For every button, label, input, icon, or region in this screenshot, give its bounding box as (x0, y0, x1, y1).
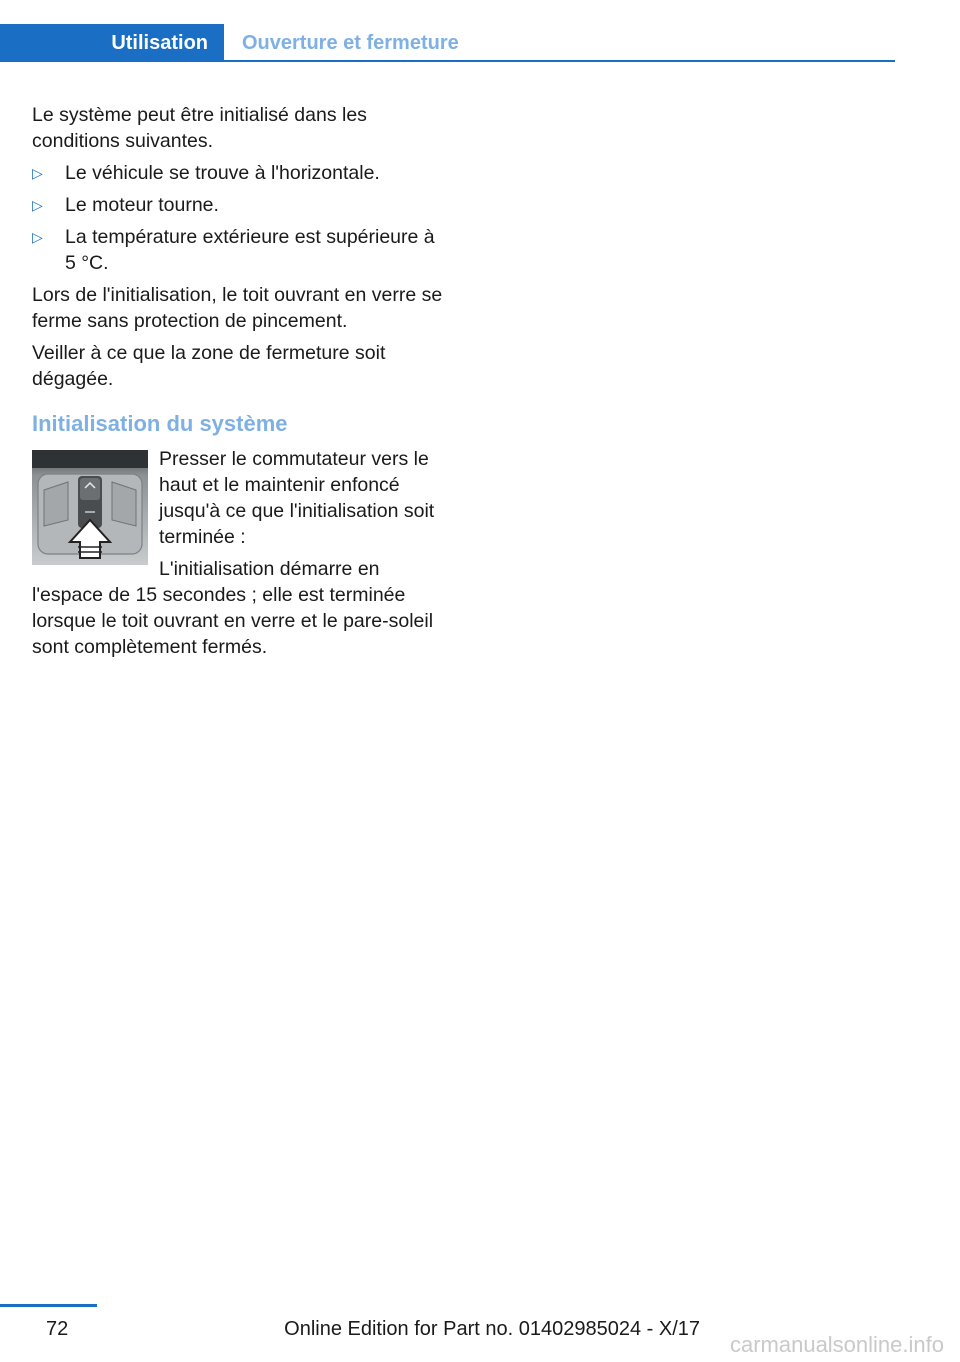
triangle-bullet-icon: ▷ (32, 197, 43, 213)
list-item (32, 224, 447, 276)
page-header (0, 24, 895, 62)
condition-text: Le véhicule se trouve à l'horizontale. (65, 162, 380, 184)
roof-switch-illustration (32, 450, 148, 565)
tab-ouverture-et-fermeture[interactable]: Ouverture et fermeture (242, 31, 459, 54)
result-text: L'initialisation démarre en l'espace de 15 secondes ; elle est terminée lorsque le toit ouvrant en verre et le pare-soleil sont complètement fermés. (32, 558, 434, 658)
instruction-text: Presser le commutateur vers le haut et le maintenir enfoncé jusqu'à ce que l'initialisation soit terminée : (159, 448, 435, 548)
page-number: 72 (46, 1318, 69, 1340)
edition-note: Online Edition for Part no. 01402985024 - X/17 (284, 1318, 700, 1340)
section-title: Initialisation du système (32, 411, 288, 436)
triangle-bullet-icon: ▷ (32, 229, 43, 245)
list-item (32, 160, 447, 186)
condition-text: La température extérieure est supérieure à 5 °C. (65, 226, 435, 274)
header-divider (0, 60, 895, 62)
instruction-block (32, 446, 447, 660)
intro-paragraph: Le système peut être initialisé dans les conditions suivantes. (32, 104, 367, 152)
triangle-bullet-icon: ▷ (32, 165, 43, 181)
clear-zone-note: Veiller à ce que la zone de fermeture soit dégagée. (32, 342, 386, 390)
pinch-protection-note: Lors de l'initialisation, le toit ouvrant en verre se ferme sans protection de pincement. (32, 284, 443, 332)
tab-utilisation[interactable]: Utilisation (0, 24, 224, 62)
main-content (32, 102, 447, 666)
watermark: carmanualsonline.info (729, 1332, 944, 1357)
list-item (32, 192, 447, 218)
condition-text: Le moteur tourne. (65, 194, 219, 216)
conditions-list (32, 160, 447, 276)
footer-divider (0, 1304, 97, 1307)
